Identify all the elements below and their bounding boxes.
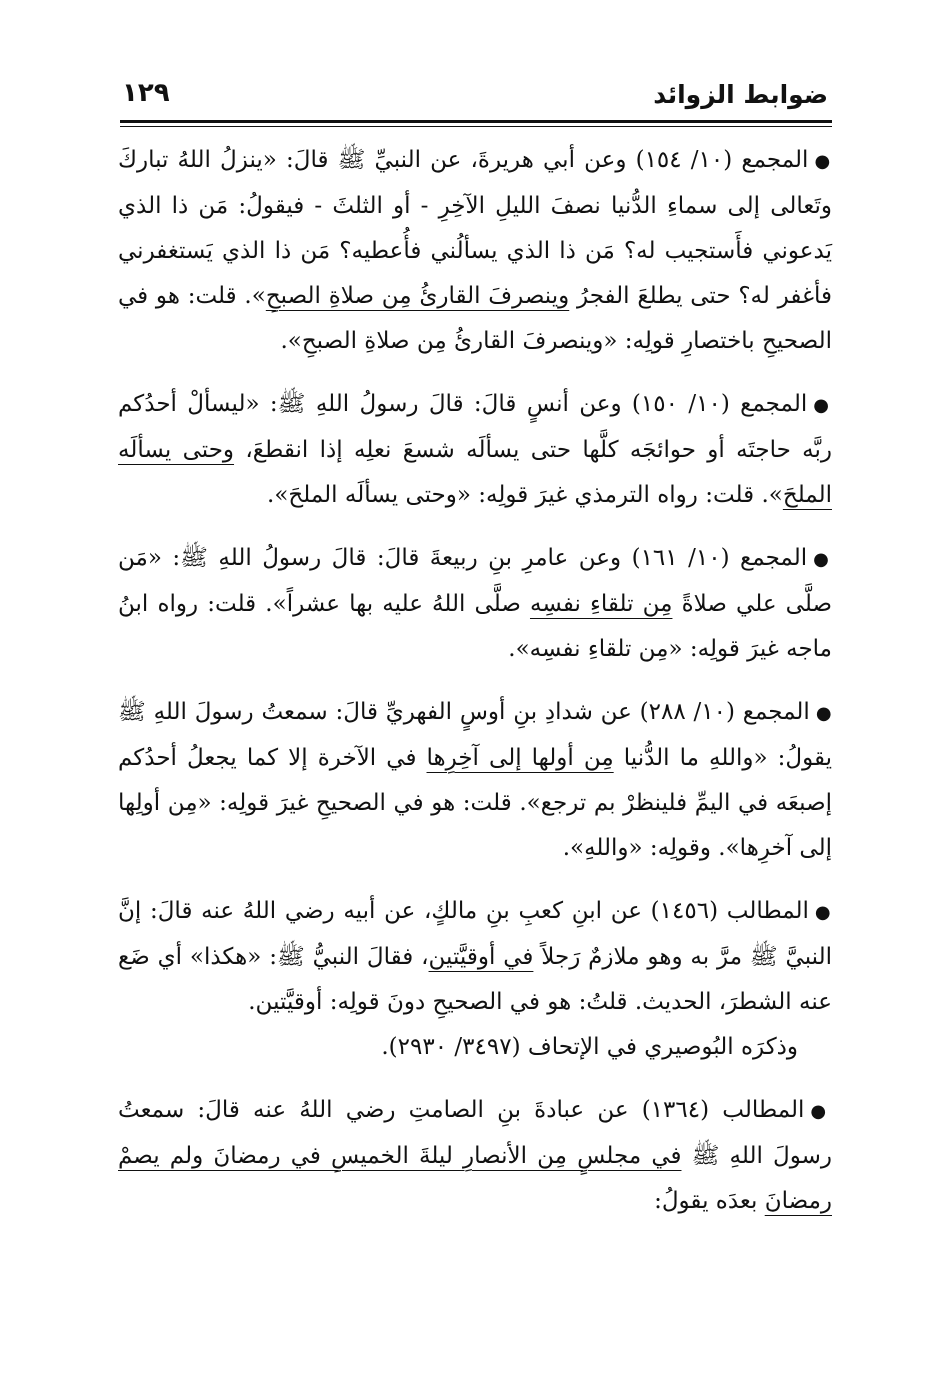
bullet-icon: ● [814,151,832,172]
underlined-phrase: في أوقيَّتين [428,944,534,970]
entry-2 [118,382,832,518]
entry-paragraph [118,889,832,1025]
header-rule [120,120,832,127]
running-title: ضوابط الزوائد [653,80,828,109]
underlined-phrase: وحتى يسألَه الملحَ [118,437,832,508]
bullet-icon: ● [813,549,832,570]
entry-4 [118,690,832,871]
entry-paragraph [118,382,832,518]
page-body [118,138,832,1242]
entry-text: بعدَه يقولُ: [654,1188,765,1214]
entry-text: المطالب (١٣٦٤) عن عبادةَ بنِ الصامتِ رضي اللهُ عنه قالَ: سمعتُ رسولَ اللهِ ﷺ [118,1097,832,1169]
entry-6 [118,1088,832,1224]
bullet-icon: ● [813,395,832,416]
entry-text: ». قلت: رواه الترمذي غيرَ قولِه: «وحتى يسألَه الملحَ». [267,482,783,508]
underlined-phrase: مِن تلقاءِ نفسِه [529,591,673,617]
entry-text: المجمع (١٠/ ١٥٠) وعن أنسٍ قالَ: قالَ رسولُ اللهِ ﷺ: «ليسألْ أحدُكم ربَّه حاجتَه أو حوائجَه كلَّها حتى يسألَه شسعَ نعلِه إذا انقطعَ، [118,391,832,463]
entry-paragraph [118,138,832,364]
entry-1 [118,138,832,364]
entry-paragraph [118,690,832,871]
entry-paragraph [118,1088,832,1224]
entry-text: ». قلت: هو في الصحيحِ باختصارِ قولِه: «وينصرفَ القارئُ مِن صلاةِ الصبحِ». [118,283,832,354]
entry-5 [118,889,832,1070]
entry-text: المجمع (١٠/ ٢٨٨) عن شدادِ بنِ أوسٍ الفهريِّ قالَ: سمعتُ رسولَ اللهِ ﷺ يقولُ: «واللهِ ما الدُّنيا [118,699,832,771]
underlined-phrase: في مجلسٍ مِن الأنصارِ ليلةَ الخميسِ في رمضانَ ولم يصمْ رمضانَ [118,1143,832,1214]
entry-text: المجمع (١٠/ ١٥٤) وعن أبي هريرةَ، عن النبيِّ ﷺ قالَ: «ينزلُ اللهُ تباركَ وتَعالى إلى سماءِ الدُّنيا نصفَ الليلِ الآخِرِ - أو الثلثَ - فيقولُ: مَن ذا الذي يَدعوني فأَستجيب له؟ مَن ذا الذي يسألُني فأُعطيه؟ مَن ذا الذي يَستغفرني فأغفر له؟ حتى يطلعَ الفجرُ [118,147,832,309]
bullet-icon: ● [810,1101,832,1122]
entry-text: المجمع (١٠/ ١٦١) وعن عامرِ بنِ ربيعةَ قالَ: قالَ رسولُ اللهِ ﷺ: «مَن صلَّى علي صلاةً [118,545,832,617]
entry-text: ، فقالَ النبيُّ ﷺ: «هكذا» أي ضَع عنه الشطرَ، الحديث. قلتُ: هو في الصحيحِ دونَ قولِه: أوقيَّتين. [118,944,832,1015]
page-number: ١٢٩ [122,78,170,108]
entry-paragraph [118,536,832,672]
entry-note: وذكرَه البُوصيري في الإتحاف (٣٤٩٧/ ٢٩٣٠). [381,1034,798,1060]
underlined-phrase: وينصرفَ القارئُ مِن صلاةِ الصبحِ [265,283,570,309]
page-header [122,76,828,116]
entry-text: في الآخرة إلا كما يجعلُ أحدُكم إصبعَه في اليمِّ فلينظرْ بم ترجع». قلت: هو في الصحيحِ غيرَ قولِه: «مِن أولِها إلى آخرِها». وقولِه: «واللهِ». [118,745,832,861]
entry-3 [118,536,832,672]
bullet-icon: ● [815,703,832,724]
bullet-icon: ● [814,902,832,923]
entry-text: المطالب (١٤٥٦) عن ابنِ كعبِ بنِ مالكٍ، عن أبيه رضي اللهُ عنه قالَ: إنَّ النبيَّ ﷺ مرَّ به وهو ملازمٌ رَجلاً [118,898,832,970]
entry-text: صلَّى اللهُ عليه بها عشراً». قلت: رواه ابنُ ماجه غيرَ قولِه: «مِن تلقاءِ نفسِه». [118,591,832,662]
underlined-phrase: مِن أولها إلى آخِرِها [426,745,614,771]
